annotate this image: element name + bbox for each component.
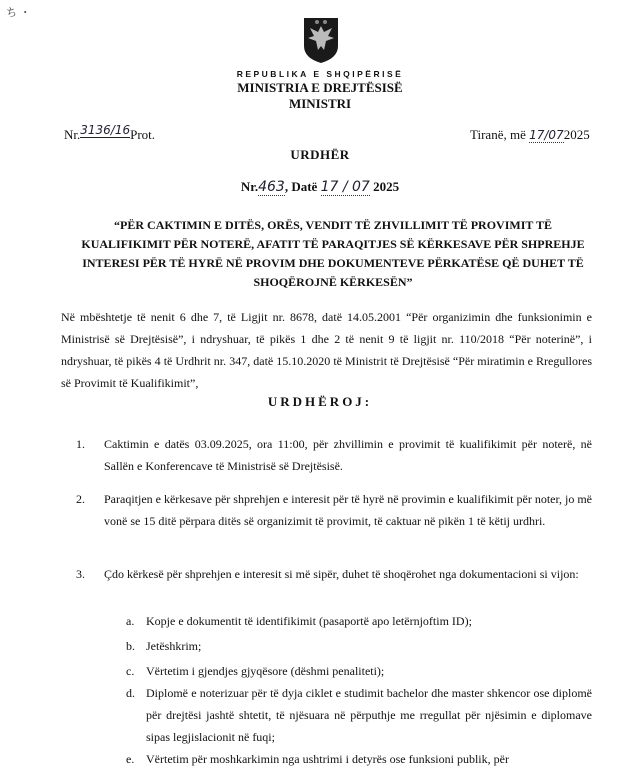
order-date-year: 2025 <box>373 179 400 194</box>
order-date-value: 17 / 07 <box>320 179 370 195</box>
ministry-name: MINISTRIA E DREJTËSISË <box>237 80 403 95</box>
subitem-letter: d. <box>126 686 135 700</box>
protocol-prefix: Nr. <box>64 127 81 142</box>
order-heading: URDHËROJ: <box>267 394 373 409</box>
document-title: URDHËR <box>290 147 350 162</box>
order-number-value: 463 <box>258 179 285 195</box>
sub-list-item: Kopje e dokumentit të identifikimit (pasaportë apo letërnjoftim ID); <box>146 614 472 628</box>
subitem-letter: e. <box>126 752 135 766</box>
albanian-eagle-emblem-icon <box>302 16 340 64</box>
order-number-prefix: Nr. <box>240 179 259 194</box>
subitem-letter: c. <box>126 664 135 678</box>
sub-list-item: Vërtetim për moshkarkimin nga ushtrimi i detyrës ose funksioni publik, për <box>146 752 509 766</box>
corner-mark: ち ・ <box>6 7 31 19</box>
protocol-line <box>64 123 156 143</box>
list-item: Caktimin e datës 03.09.2025, ora 11:00, për zhvillimin e provimit të kualifikimit për noterë, në Sallën e Konferencave të Ministrisë së Drejtësisë. <box>104 437 592 473</box>
order-heading-title: “PËR CAKTIMIN E DITËS, ORËS, VENDIT TË ZHVILLIMIT TË PROVIMIT TË KUALIFIKIMIT PËR NOTERË, AFATIT TË PARAQITJES SË KËRKESAVE PËR SHPREHJE INTERESI PËR TË HYRË NË PROVIM DHE DOKUMENTEVE PËRKATËSE QË DUHET TË SHOQËROJNË KËRKESËN” <box>81 218 585 289</box>
protocol-suffix: Prot. <box>130 127 156 142</box>
item-number: 1. <box>76 437 85 451</box>
order-date-label: , Datë <box>284 179 318 194</box>
subitem-letter: b. <box>126 639 135 653</box>
list-item: Çdo kërkesë për shprehjen e interesit si më sipër, duhet të shoqërohet nga dokumentacioni si vijon: <box>104 567 579 581</box>
minister-label: MINISTRI <box>288 96 352 111</box>
place-date <box>470 127 590 143</box>
subitem-letter: a. <box>126 614 135 628</box>
republic-label: REPUBLIKA E SHQIPËRISË <box>236 69 404 79</box>
preamble-paragraph: Në mbështetje të nenit 6 dhe 7, të Ligjit nr. 8678, datë 14.05.2001 “Për organizimin dhe funksionimin e Ministrisë së Drejtësisë”, i ndryshuar, të pikës 1 dhe 2 të nenit 9 të ligjit nr. 110/2018 “Për noterinë”, i ndryshuar, të pikës 4 të Urdhrit nr. 347, datë 15.10.2020 të Ministrit të Drejtësisë “Për miratimin e Rregullores së Provimit të Kualifikimit”, <box>61 310 592 390</box>
item-number: 2. <box>76 492 85 506</box>
place-date-year: 2025 <box>563 127 590 142</box>
sub-list-item: Jetëshkrim; <box>146 639 202 653</box>
place-date-handwritten: 17/07 <box>529 128 564 142</box>
sub-list-item: Vërtetim i gjendjes gjyqësore (dëshmi penaliteti); <box>146 664 385 678</box>
protocol-number: 3136/16 <box>80 123 131 137</box>
place-prefix: Tiranë, më <box>470 127 526 142</box>
sub-list-item: Diplomë e noterizuar për të dyja ciklet e studimit bachelor dhe master shkencor ose diplomë për drejtësi jashtë shtetit, të njësuara në përputhje me rregullat për njësimin e diplomave sipas legjislacionit në fuqi; <box>146 686 592 744</box>
list-item: Paraqitjen e kërkesave për shprehjen e interesit për të hyrë në provimin e kualifikimit për noter, jo më vonë se 15 ditë përpara ditës së organizimit të provimit, të caktuar në pikën 1 të këtij urdhri. <box>104 492 593 528</box>
item-number: 3. <box>76 567 85 581</box>
order-number-line <box>0 179 640 196</box>
